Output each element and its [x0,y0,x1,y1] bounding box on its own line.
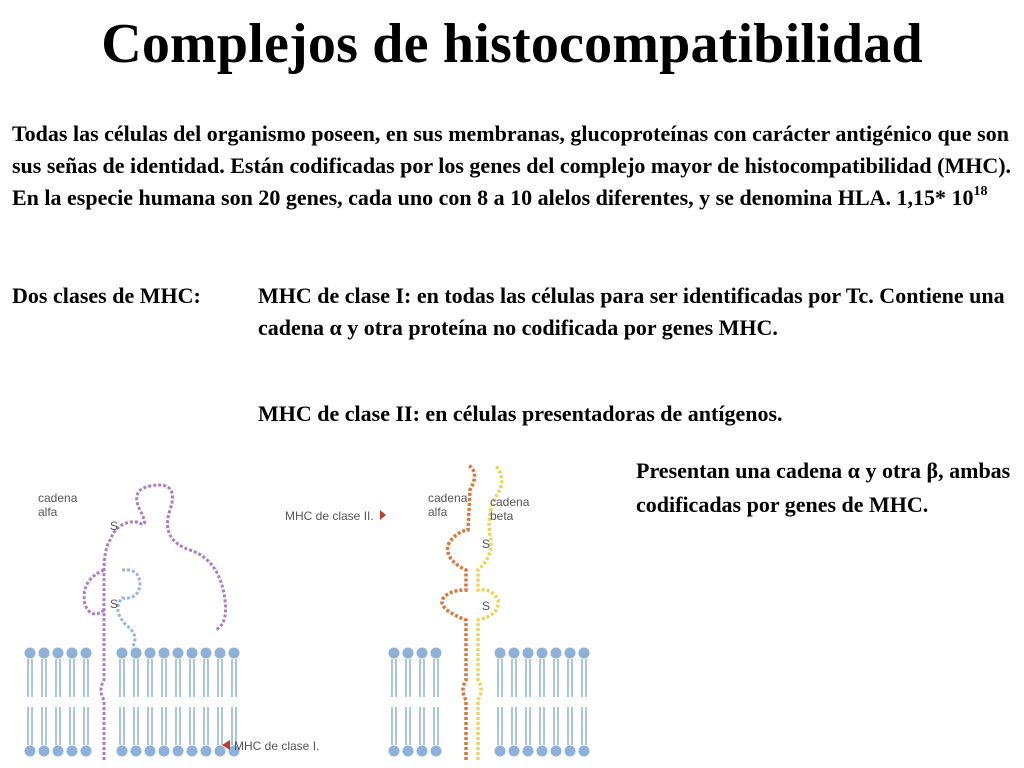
svg-text:MHC de clase II.: MHC de clase II. [285,509,374,523]
class1-caption [222,739,319,753]
mhc-classes-label: Dos clases de MHC: [12,283,201,308]
mhc-class1-description: MHC de clase I: en todas las células para ser identificadas por Tc. Contiene una cadena α y otra proteína no codificada por genes MHC. [258,283,1005,340]
class2-beta-label: cadena beta [490,495,530,523]
class2-caption [285,509,386,523]
membrane-class1 [25,648,240,757]
class1-disulfide-1: S [110,519,119,533]
mhc-class2-description: MHC de clase II: en células presentadoras de antígenos. [258,401,783,426]
class2-alpha-label: cadena alfa [428,491,468,519]
intro-paragraph [12,118,1017,214]
class1-disulfide-2: S [110,597,119,611]
class1-chain-label: cadena alfa [38,491,78,519]
mhc-class2-detail: Presentan una cadena α y otra β, ambas codificadas por genes de MHC. [636,458,1011,517]
class1-b2m-domain [118,570,140,648]
intro-exponent: 18 [973,183,988,199]
svg-text:MHC de clase I.: MHC de clase I. [234,739,320,753]
membrane-class2 [389,648,590,757]
mhc-diagram [0,450,615,768]
caption-arrow-icon [380,510,386,520]
class2-disulfide-1: S [482,537,491,551]
class2-disulfide-2: S [482,599,491,613]
intro-text: Todas las células del organismo poseen, en sus membranas, glucoproteínas con carácter antigénico que son sus señas de identidad. Están codificadas por los genes del complejo mayor de histocompatibilidad (MHC). En la especie humana son 20 genes, cada uno con 8 a 10 alelos diferentes, y se denomina HLA. 1,15* 10 [12,121,1012,210]
slide-title: Complejos de histocompatibilidad [101,13,923,75]
